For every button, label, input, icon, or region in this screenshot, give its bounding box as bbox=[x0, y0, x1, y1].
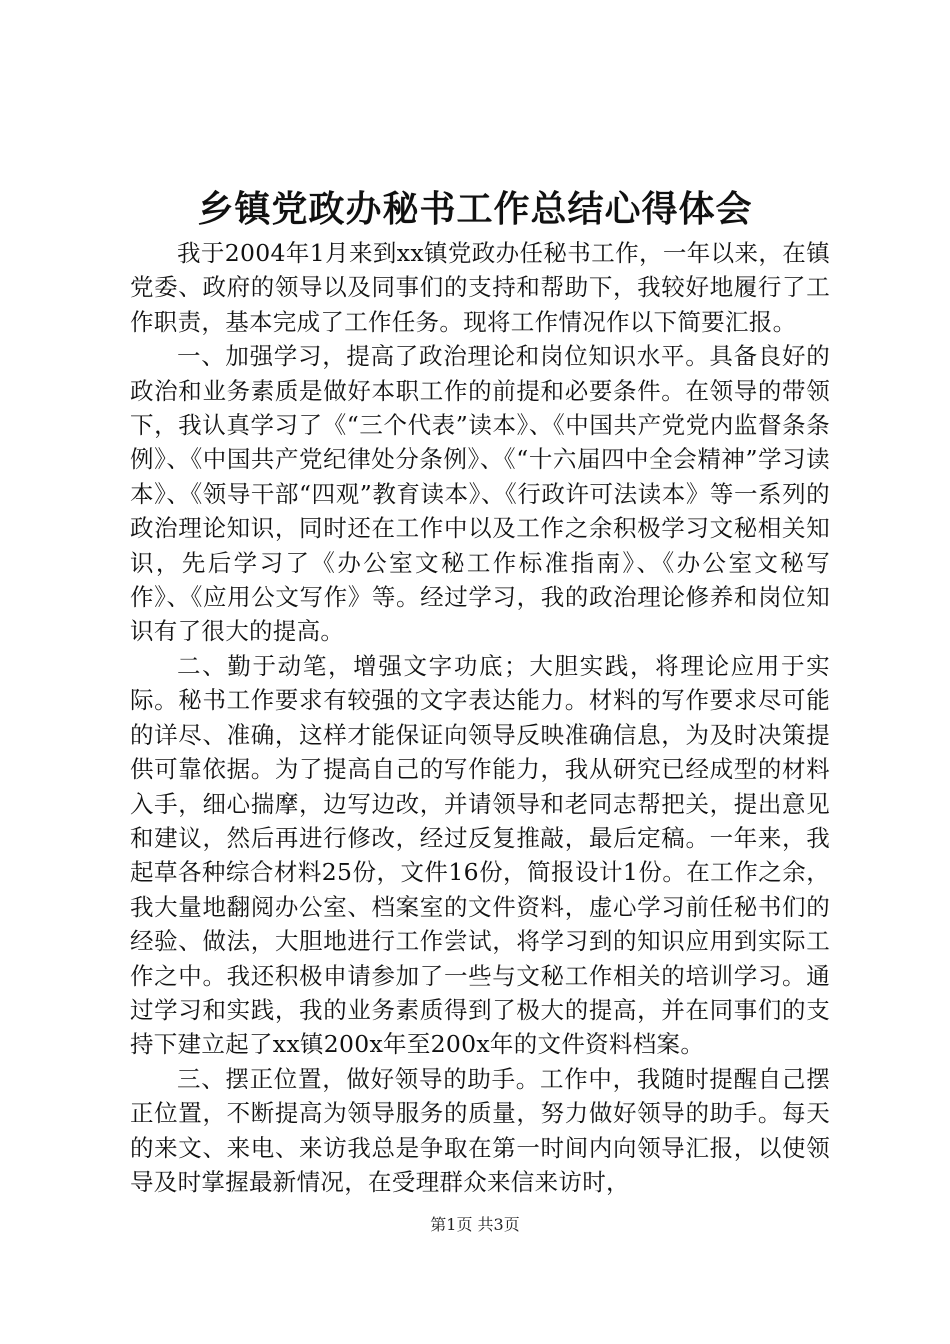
document-title: 乡镇党政办秘书工作总结心得体会 bbox=[197, 189, 753, 230]
paragraph-section-1: 一、加强学习，提高了政治理论和岗位知识水平。具备良好的政治和业务素质是做好本职工作的前提和必要条件。在领导的带领下，我认真学习了《“三个代表”读本》、《中国共产党党内监督条条例》、《中国共产党纪律处分条例》、《“十六届四中全会精神”学习读本》、《领导干部“四观”教育读本》、《行政许可法读本》等一系列的政治理论知识，同时还在工作中以及工作之余积极学习文秘相关知识，先后学习了《办公室文秘工作标准指南》、《办公室文秘写作》、《应用公文写作》等。经过学习，我的政治理论修养和岗位知识有了很大的提高。 bbox=[130, 342, 830, 646]
paragraph-section-2: 二、勤于动笔，增强文字功底；大胆实践，将理论应用于实际。秘书工作要求有较强的文字表达能力。材料的写作要求尽可能的详尽、准确，这样才能保证向领导反映准确信息，为及时决策提供可靠依据。为了提高自己的写作能力，我从研究已经成型的材料入手，细心揣摩，边写边改，并请领导和老同志帮把关，提出意见和建议，然后再进行修改，经过反复推敲，最后定稿。一年来，我起草各种综合材料25份，文件16份，简报设计1份。在工作之余，我大量地翻阅办公室、档案室的文件资料，虚心学习前任秘书们的经验、做法，大胆地进行工作尝试，将学习到的知识应用到实际工作之中。我还积极申请参加了一些与文秘工作相关的培训学习。通过学习和实践，我的业务素质得到了极大的提高，并在同事们的支持下建立起了xx镇200x年至200x年的文件资料档案。 bbox=[130, 651, 830, 1059]
paragraph-intro: 我于2004年1月来到xx镇党政办任秘书工作，一年以来，在镇党委、政府的领导以及同事们的支持和帮助下，我较好地履行了工作职责，基本完成了工作任务。现将工作情况作以下简要汇报。 bbox=[130, 239, 830, 336]
document-body bbox=[130, 236, 830, 1199]
paragraph-section-3: 三、摆正位置，做好领导的助手。工作中，我随时提醒自己摆正位置，不断提高为领导服务的质量，努力做好领导的助手。每天的来文、来电、来访我总是争取在第一时间内向领导汇报，以使领导及时掌握最新情况，在受理群众来信来访时， bbox=[130, 1064, 830, 1196]
page-footer: 第1页 共3页 bbox=[430, 1215, 520, 1234]
